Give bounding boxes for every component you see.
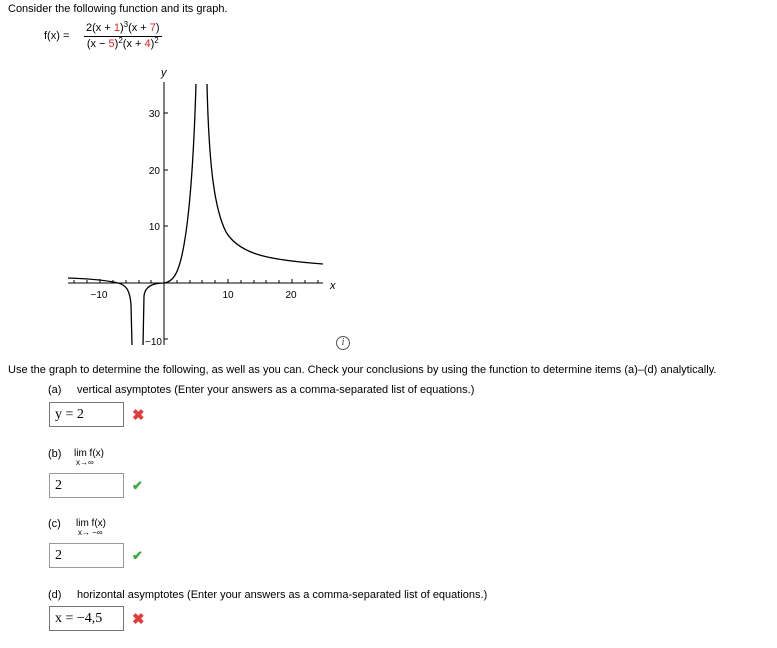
axes [68,82,323,345]
y-tick-label: 20 [148,166,160,177]
y-tick-label: −10 [145,337,162,348]
part-c-label: (c) [48,518,61,530]
intro-text: Consider the following function and its graph. [8,3,228,15]
part-d-prompt: horizontal asymptotes (Enter your answers as a comma-separated list of equations.) [77,589,488,601]
x-tick-label: −10 [90,290,108,301]
part-a-prompt: vertical asymptotes (Enter your answers as a comma-separated list of equations.) [77,384,475,396]
x-tick-label: 10 [222,290,234,301]
info-icon[interactable]: i [336,336,350,350]
limit-subscript: x→ −∞ [78,528,103,537]
part-b-answer-field[interactable]: 2 [49,473,124,498]
curve-right-branch [207,84,323,264]
y-tick-label: 30 [148,109,160,120]
instructions-text: Use the graph to determine the following, as well as you can. Check your conclusions by using the function to determine items (a)–(d) analytically. [8,364,717,376]
part-c-limit [76,518,106,537]
part-b-label: (b) [48,448,62,460]
denominator: $(x - 5)^2(x + 4)^2$ [86,36,159,50]
limit-expression: lim f(x) [76,518,106,529]
part-d-label: (d) [48,589,62,601]
part-b-limit [74,448,104,467]
incorrect-icon: ✖ [132,407,145,424]
part-c-answer-field[interactable]: 2 [49,543,124,568]
part-a-label: (a) [48,384,62,396]
y-tick-label: 10 [148,222,160,233]
numerator: $2(x + 1)^3(x + 7)$ [84,22,162,37]
x-tick-label: 20 [285,290,297,301]
y-axis-ticks [164,113,168,339]
x-axis-label: x [330,280,336,292]
check-icon: ✔ [132,548,143,563]
curve-left-branch [68,278,132,345]
function-curve [68,84,323,345]
incorrect-icon: ✖ [132,611,145,628]
check-icon: ✔ [132,478,143,493]
limit-subscript: x→∞ [76,458,94,467]
y-axis-label: y [161,67,167,79]
part-d-answer-field[interactable]: x = −4,5 [49,606,124,631]
limit-expression: lim f(x) [74,448,104,459]
function-label: f(x) = [44,30,70,42]
curve-middle-branch [143,84,196,345]
part-a-answer-field[interactable]: y = 2 [49,402,124,427]
